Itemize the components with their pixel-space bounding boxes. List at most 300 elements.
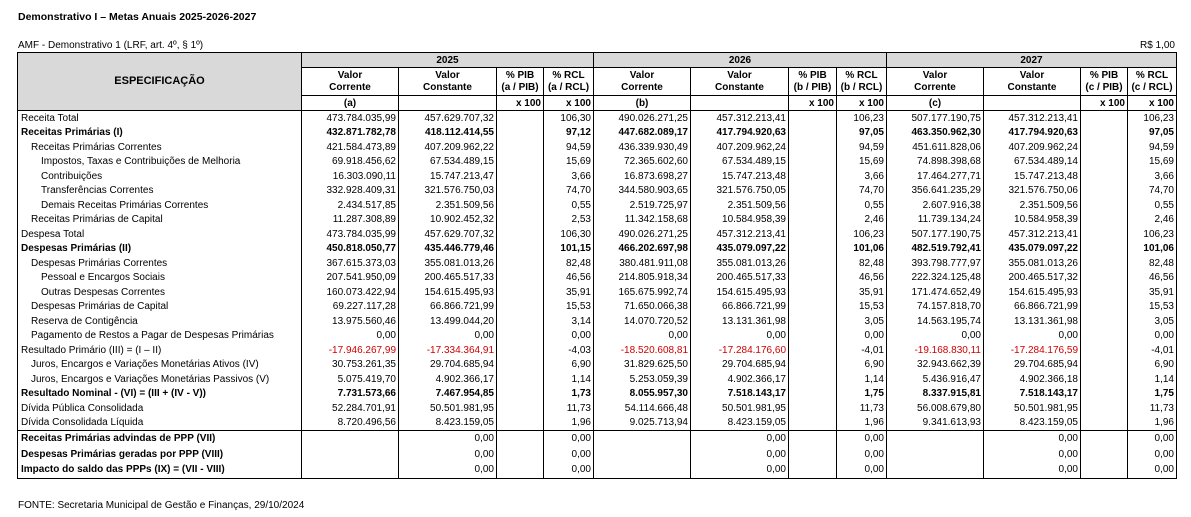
row-value bbox=[1081, 213, 1128, 228]
row-value: -18.520.608,81 bbox=[594, 343, 691, 358]
row-value: 1,14 bbox=[544, 372, 594, 387]
row-value: 106,23 bbox=[1128, 111, 1177, 126]
row-value bbox=[1081, 140, 1128, 155]
row-value: 9.025.713,94 bbox=[594, 416, 691, 431]
row-value: 407.209.962,24 bbox=[984, 140, 1081, 155]
row-value: 200.465.517,33 bbox=[399, 271, 497, 286]
row-value: 2.434.517,85 bbox=[302, 198, 399, 213]
row-value: 50.501.981,95 bbox=[691, 401, 789, 416]
row-value: 1,14 bbox=[1128, 372, 1177, 387]
row-value: 0,00 bbox=[399, 447, 497, 463]
rcl-header: % RCL (c / RCL) bbox=[1128, 68, 1177, 96]
row-value: 97,12 bbox=[544, 126, 594, 141]
row-value bbox=[789, 416, 837, 431]
document-title: Demonstrativo I – Metas Anuais 2025-2026-2027 bbox=[18, 11, 257, 23]
row-value: 1,14 bbox=[837, 372, 887, 387]
row-value bbox=[789, 358, 837, 373]
row-value: 13.131.361,98 bbox=[691, 314, 789, 329]
row-value: 101,06 bbox=[837, 242, 887, 257]
document-subtitle: AMF - Demonstrativo 1 (LRF, art. 4º, § 1º) bbox=[18, 40, 204, 51]
row-label: Transferências Correntes bbox=[18, 184, 302, 199]
row-value: 0,00 bbox=[544, 329, 594, 344]
main-rows bbox=[18, 111, 1177, 431]
row-value: 0,00 bbox=[691, 447, 789, 463]
row-value bbox=[302, 431, 399, 447]
row-value: 67.534.489,15 bbox=[691, 155, 789, 170]
row-value bbox=[789, 242, 837, 257]
row-value bbox=[497, 184, 544, 199]
row-value: 407.209.962,24 bbox=[691, 140, 789, 155]
table-row bbox=[18, 285, 1177, 300]
row-value: 14.070.720,52 bbox=[594, 314, 691, 329]
x100-label: x 100 bbox=[1081, 96, 1128, 111]
row-value: 451.611.828,06 bbox=[887, 140, 984, 155]
row-value: 9.341.613,93 bbox=[887, 416, 984, 431]
row-value: 356.641.235,29 bbox=[887, 184, 984, 199]
row-value: 16.873.698,27 bbox=[594, 169, 691, 184]
row-value: 507.177.190,75 bbox=[887, 111, 984, 126]
row-value: 154.615.495,93 bbox=[984, 285, 1081, 300]
currency-unit: R$ 1,00 bbox=[1139, 40, 1175, 51]
row-value: 16.303.090,11 bbox=[302, 169, 399, 184]
row-value: -19.168.830,11 bbox=[887, 343, 984, 358]
row-value: 435.079.097,22 bbox=[984, 242, 1081, 257]
row-value bbox=[1081, 358, 1128, 373]
row-value: 171.474.652,49 bbox=[887, 285, 984, 300]
row-label: Receita Total bbox=[18, 111, 302, 126]
row-value: 106,30 bbox=[544, 227, 594, 242]
row-value: 355.081.013,26 bbox=[399, 256, 497, 271]
table-row bbox=[18, 372, 1177, 387]
pib-header: % PIB (c / PIB) bbox=[1081, 68, 1128, 96]
row-value: 0,00 bbox=[837, 431, 887, 447]
row-value: 0,00 bbox=[1128, 431, 1177, 447]
row-value bbox=[789, 111, 837, 126]
row-value: 321.576.750,03 bbox=[399, 184, 497, 199]
row-value: 1,96 bbox=[544, 416, 594, 431]
row-value: 11,73 bbox=[544, 401, 594, 416]
row-value: 69.227.117,28 bbox=[302, 300, 399, 315]
row-value: 154.615.495,93 bbox=[399, 285, 497, 300]
row-value: 15.747.213,47 bbox=[399, 169, 497, 184]
row-value: 106,23 bbox=[837, 227, 887, 242]
valor-corrente-header: Valor Corrente bbox=[887, 68, 984, 96]
table-row bbox=[18, 169, 1177, 184]
row-value: 35,91 bbox=[1128, 285, 1177, 300]
row-value: -4,01 bbox=[837, 343, 887, 358]
row-value bbox=[789, 462, 837, 478]
row-value: 1,73 bbox=[544, 387, 594, 402]
row-label: Despesas Primárias (II) bbox=[18, 242, 302, 257]
row-value: 435.079.097,22 bbox=[691, 242, 789, 257]
row-label: Resultado Nominal - (VI) = (III + (IV - V)) bbox=[18, 387, 302, 402]
row-value bbox=[497, 462, 544, 478]
row-value: 436.339.930,49 bbox=[594, 140, 691, 155]
row-value: 466.202.697,98 bbox=[594, 242, 691, 257]
row-value: 32.943.662,39 bbox=[887, 358, 984, 373]
row-value: 473.784.035,99 bbox=[302, 111, 399, 126]
row-value: 8.423.159,05 bbox=[984, 416, 1081, 431]
row-value: 11.287.308,89 bbox=[302, 213, 399, 228]
table-row bbox=[18, 401, 1177, 416]
row-value: 0,00 bbox=[1128, 462, 1177, 478]
row-value: 13.975.560,46 bbox=[302, 314, 399, 329]
row-value: 71.650.066,38 bbox=[594, 300, 691, 315]
row-value: 14.563.195,74 bbox=[887, 314, 984, 329]
row-value: 6,90 bbox=[544, 358, 594, 373]
row-value: 10.584.958,39 bbox=[984, 213, 1081, 228]
row-value: 69.918.456,62 bbox=[302, 155, 399, 170]
row-value: -17.284.176,60 bbox=[691, 343, 789, 358]
row-value: 50.501.981,95 bbox=[399, 401, 497, 416]
row-value bbox=[789, 314, 837, 329]
row-value: 200.465.517,33 bbox=[691, 271, 789, 286]
row-value bbox=[302, 447, 399, 463]
row-value: 56.008.679,80 bbox=[887, 401, 984, 416]
row-value: 15.747.213,48 bbox=[984, 169, 1081, 184]
row-value: 380.481.911,08 bbox=[594, 256, 691, 271]
table-row bbox=[18, 111, 1177, 126]
x100-label: x 100 bbox=[837, 96, 887, 111]
row-value bbox=[1081, 256, 1128, 271]
row-value bbox=[789, 184, 837, 199]
row-value: 94,59 bbox=[1128, 140, 1177, 155]
valor-constante-header: Valor Constante bbox=[691, 68, 789, 96]
table-row bbox=[18, 343, 1177, 358]
table-row bbox=[18, 126, 1177, 141]
row-value bbox=[1081, 155, 1128, 170]
row-value bbox=[497, 227, 544, 242]
table-row bbox=[18, 387, 1177, 402]
ppp-row bbox=[18, 431, 1177, 447]
unit-blank bbox=[691, 96, 789, 111]
row-value: 29.704.685,94 bbox=[691, 358, 789, 373]
row-value bbox=[594, 447, 691, 463]
row-value bbox=[1081, 184, 1128, 199]
row-value: 97,05 bbox=[837, 126, 887, 141]
row-value: -4,03 bbox=[544, 343, 594, 358]
row-value: 0,00 bbox=[984, 462, 1081, 478]
row-value: 2,46 bbox=[837, 213, 887, 228]
row-value: 0,00 bbox=[399, 462, 497, 478]
row-label: Despesas Primárias Correntes bbox=[18, 256, 302, 271]
row-value bbox=[497, 329, 544, 344]
row-value: 7.518.143,17 bbox=[691, 387, 789, 402]
row-value: 457.312.213,41 bbox=[984, 227, 1081, 242]
row-value: 3,66 bbox=[837, 169, 887, 184]
year-header-row bbox=[18, 53, 1177, 68]
table-row bbox=[18, 329, 1177, 344]
row-value bbox=[497, 213, 544, 228]
row-value: 15,53 bbox=[1128, 300, 1177, 315]
table-row bbox=[18, 314, 1177, 329]
row-value bbox=[789, 431, 837, 447]
row-value: 66.866.721,99 bbox=[691, 300, 789, 315]
row-value bbox=[789, 256, 837, 271]
row-value: 0,00 bbox=[1128, 329, 1177, 344]
row-value: 450.818.050,77 bbox=[302, 242, 399, 257]
row-value: 490.026.271,25 bbox=[594, 111, 691, 126]
row-value: 0,00 bbox=[399, 431, 497, 447]
row-value bbox=[789, 401, 837, 416]
row-value: 94,59 bbox=[837, 140, 887, 155]
row-label: Receitas Primárias Correntes bbox=[18, 140, 302, 155]
row-value bbox=[497, 431, 544, 447]
row-value: 2.519.725,97 bbox=[594, 198, 691, 213]
row-value: 0,00 bbox=[887, 329, 984, 344]
row-value: 101,15 bbox=[544, 242, 594, 257]
unit-blank bbox=[399, 96, 497, 111]
row-value bbox=[1081, 401, 1128, 416]
row-value: 0,00 bbox=[691, 329, 789, 344]
row-label: Juros, Encargos e Variações Monetárias Ativos (IV) bbox=[18, 358, 302, 373]
row-label: Pagamento de Restos a Pagar de Despesas Primárias bbox=[18, 329, 302, 344]
row-label: Contribuições bbox=[18, 169, 302, 184]
row-value: 344.580.903,65 bbox=[594, 184, 691, 199]
row-value bbox=[789, 169, 837, 184]
row-value: 82,48 bbox=[544, 256, 594, 271]
row-value: 4.902.366,17 bbox=[691, 372, 789, 387]
row-value: 4.902.366,18 bbox=[984, 372, 1081, 387]
row-value: 321.576.750,05 bbox=[691, 184, 789, 199]
row-value: 66.866.721,99 bbox=[399, 300, 497, 315]
row-value bbox=[1081, 300, 1128, 315]
row-value: -4,01 bbox=[1128, 343, 1177, 358]
row-value: 29.704.685,94 bbox=[984, 358, 1081, 373]
row-value: 82,48 bbox=[837, 256, 887, 271]
valor-corrente-header: Valor Corrente bbox=[302, 68, 399, 96]
row-value bbox=[497, 198, 544, 213]
row-value: 72.365.602,60 bbox=[594, 155, 691, 170]
letter-a: (a) bbox=[302, 96, 399, 111]
row-value bbox=[497, 343, 544, 358]
row-value: 74,70 bbox=[837, 184, 887, 199]
row-label: Demais Receitas Primárias Correntes bbox=[18, 198, 302, 213]
row-value bbox=[497, 126, 544, 141]
x100-label: x 100 bbox=[1128, 96, 1177, 111]
valor-constante-header: Valor Constante bbox=[399, 68, 497, 96]
row-value bbox=[789, 329, 837, 344]
spec-header: ESPECIFICAÇÃO bbox=[18, 53, 302, 111]
row-value: 8.423.159,05 bbox=[399, 416, 497, 431]
table-row bbox=[18, 242, 1177, 257]
table-row bbox=[18, 140, 1177, 155]
row-value bbox=[789, 140, 837, 155]
row-value bbox=[497, 416, 544, 431]
row-value: 35,91 bbox=[544, 285, 594, 300]
table-row bbox=[18, 227, 1177, 242]
row-value bbox=[789, 227, 837, 242]
row-value bbox=[1081, 447, 1128, 463]
row-value bbox=[1081, 343, 1128, 358]
row-value: 66.866.721,99 bbox=[984, 300, 1081, 315]
row-value: 463.350.962,30 bbox=[887, 126, 984, 141]
table-row bbox=[18, 256, 1177, 271]
row-value: 407.209.962,22 bbox=[399, 140, 497, 155]
row-value bbox=[1081, 169, 1128, 184]
row-value: 332.928.409,31 bbox=[302, 184, 399, 199]
row-value: 355.081.013,26 bbox=[691, 256, 789, 271]
row-value: 507.177.190,75 bbox=[887, 227, 984, 242]
row-value: 435.446.779,46 bbox=[399, 242, 497, 257]
row-value: 1,75 bbox=[1128, 387, 1177, 402]
row-label: Impostos, Taxas e Contribuições de Melhoria bbox=[18, 155, 302, 170]
x100-label: x 100 bbox=[544, 96, 594, 111]
row-value: 11,73 bbox=[837, 401, 887, 416]
row-value: 1,75 bbox=[837, 387, 887, 402]
row-value: 457.312.213,41 bbox=[984, 111, 1081, 126]
row-value: 490.026.271,25 bbox=[594, 227, 691, 242]
row-value bbox=[887, 431, 984, 447]
row-value: 15,69 bbox=[1128, 155, 1177, 170]
row-value bbox=[789, 447, 837, 463]
row-value: 2,46 bbox=[1128, 213, 1177, 228]
row-value bbox=[302, 462, 399, 478]
row-value: 0,00 bbox=[691, 462, 789, 478]
year-2027-header: 2027 bbox=[887, 53, 1177, 68]
row-value: 0,00 bbox=[691, 431, 789, 447]
row-value: 2.351.509,56 bbox=[399, 198, 497, 213]
row-value bbox=[789, 155, 837, 170]
row-label: Despesas Primárias de Capital bbox=[18, 300, 302, 315]
metas-anuais-table bbox=[17, 52, 1177, 479]
row-value: 482.519.792,41 bbox=[887, 242, 984, 257]
row-value: 106,23 bbox=[1128, 227, 1177, 242]
pib-header: % PIB (b / PIB) bbox=[789, 68, 837, 96]
row-value: 2.607.916,38 bbox=[887, 198, 984, 213]
row-value: 11,73 bbox=[1128, 401, 1177, 416]
row-label: Receitas Primárias advindas de PPP (VII) bbox=[18, 431, 302, 447]
row-value: 447.682.089,17 bbox=[594, 126, 691, 141]
row-value bbox=[497, 447, 544, 463]
row-value bbox=[1081, 416, 1128, 431]
row-value: 74,70 bbox=[1128, 184, 1177, 199]
row-value: 10.902.452,32 bbox=[399, 213, 497, 228]
row-label: Despesas Primárias geradas por PPP (VIII) bbox=[18, 447, 302, 463]
row-value: 418.112.414,55 bbox=[399, 126, 497, 141]
row-value bbox=[1081, 372, 1128, 387]
row-value: 6,90 bbox=[837, 358, 887, 373]
row-value: 1,96 bbox=[837, 416, 887, 431]
row-value: 74.898.398,68 bbox=[887, 155, 984, 170]
source-note: FONTE: Secretaria Municipal de Gestão e Finanças, 29/10/2024 bbox=[18, 500, 305, 511]
ppp-row bbox=[18, 447, 1177, 463]
table-row bbox=[18, 155, 1177, 170]
row-value: 457.312.213,41 bbox=[691, 111, 789, 126]
year-2025-header: 2025 bbox=[302, 53, 594, 68]
row-value bbox=[497, 169, 544, 184]
row-value bbox=[497, 314, 544, 329]
row-value: 6,90 bbox=[1128, 358, 1177, 373]
row-value bbox=[789, 372, 837, 387]
row-value: 46,56 bbox=[1128, 271, 1177, 286]
table-row bbox=[18, 271, 1177, 286]
row-value: 0,00 bbox=[302, 329, 399, 344]
row-value: 15,53 bbox=[837, 300, 887, 315]
row-label: Receitas Primárias de Capital bbox=[18, 213, 302, 228]
row-value: 15,53 bbox=[544, 300, 594, 315]
row-value bbox=[887, 462, 984, 478]
row-value: 421.584.473,89 bbox=[302, 140, 399, 155]
row-value: 94,59 bbox=[544, 140, 594, 155]
row-value: 0,00 bbox=[837, 329, 887, 344]
row-value: 0,00 bbox=[984, 329, 1081, 344]
row-value: 393.798.777,97 bbox=[887, 256, 984, 271]
row-value: -17.334.364,91 bbox=[399, 343, 497, 358]
row-value bbox=[497, 372, 544, 387]
row-value: 2,53 bbox=[544, 213, 594, 228]
row-value bbox=[497, 271, 544, 286]
row-value: 0,00 bbox=[984, 431, 1081, 447]
row-value bbox=[1081, 198, 1128, 213]
row-value: 3,05 bbox=[1128, 314, 1177, 329]
row-value: 3,66 bbox=[544, 169, 594, 184]
row-value: 7.731.573,66 bbox=[302, 387, 399, 402]
row-value: 67.534.489,15 bbox=[399, 155, 497, 170]
row-value: 35,91 bbox=[837, 285, 887, 300]
row-value: 457.312.213,41 bbox=[691, 227, 789, 242]
row-value: 367.615.373,03 bbox=[302, 256, 399, 271]
row-value: 160.073.422,94 bbox=[302, 285, 399, 300]
row-label: Juros, Encargos e Variações Monetárias Passivos (V) bbox=[18, 372, 302, 387]
row-value: 417.794.920,63 bbox=[984, 126, 1081, 141]
letter-b: (b) bbox=[594, 96, 691, 111]
row-value: 97,05 bbox=[1128, 126, 1177, 141]
row-value: 52.284.701,91 bbox=[302, 401, 399, 416]
row-value bbox=[789, 285, 837, 300]
row-value bbox=[497, 285, 544, 300]
row-value: 214.805.918,34 bbox=[594, 271, 691, 286]
row-value bbox=[1081, 431, 1128, 447]
row-value: 207.541.950,09 bbox=[302, 271, 399, 286]
row-value: 417.794.920,63 bbox=[691, 126, 789, 141]
row-label: Resultado Primário (III) = (I – II) bbox=[18, 343, 302, 358]
row-value: 0,00 bbox=[837, 462, 887, 478]
row-label: Dívida Pública Consolidada bbox=[18, 401, 302, 416]
row-value: 4.902.366,17 bbox=[399, 372, 497, 387]
row-value: 3,66 bbox=[1128, 169, 1177, 184]
row-value bbox=[887, 447, 984, 463]
table-row bbox=[18, 184, 1177, 199]
row-value: 0,55 bbox=[544, 198, 594, 213]
row-value: 106,30 bbox=[544, 111, 594, 126]
table-row bbox=[18, 416, 1177, 431]
rcl-header: % RCL (b / RCL) bbox=[837, 68, 887, 96]
row-label: Outras Despesas Correntes bbox=[18, 285, 302, 300]
row-value: 5.253.059,39 bbox=[594, 372, 691, 387]
row-value bbox=[789, 126, 837, 141]
row-value: 13.131.361,98 bbox=[984, 314, 1081, 329]
row-value bbox=[789, 387, 837, 402]
x100-label: x 100 bbox=[789, 96, 837, 111]
row-value: -17.946.267,99 bbox=[302, 343, 399, 358]
row-value: 31.829.625,50 bbox=[594, 358, 691, 373]
row-value bbox=[497, 155, 544, 170]
row-value: 74,70 bbox=[544, 184, 594, 199]
row-value bbox=[497, 300, 544, 315]
row-value: 0,00 bbox=[1128, 447, 1177, 463]
row-value: 7.467.954,85 bbox=[399, 387, 497, 402]
row-label: Despesa Total bbox=[18, 227, 302, 242]
row-value: 165.675.992,74 bbox=[594, 285, 691, 300]
row-value bbox=[1081, 227, 1128, 242]
row-value bbox=[497, 111, 544, 126]
table-row bbox=[18, 358, 1177, 373]
row-value: 2.351.509,56 bbox=[691, 198, 789, 213]
row-value: 15,69 bbox=[544, 155, 594, 170]
letter-c: (c) bbox=[887, 96, 984, 111]
pib-header: % PIB (a / PIB) bbox=[497, 68, 544, 96]
